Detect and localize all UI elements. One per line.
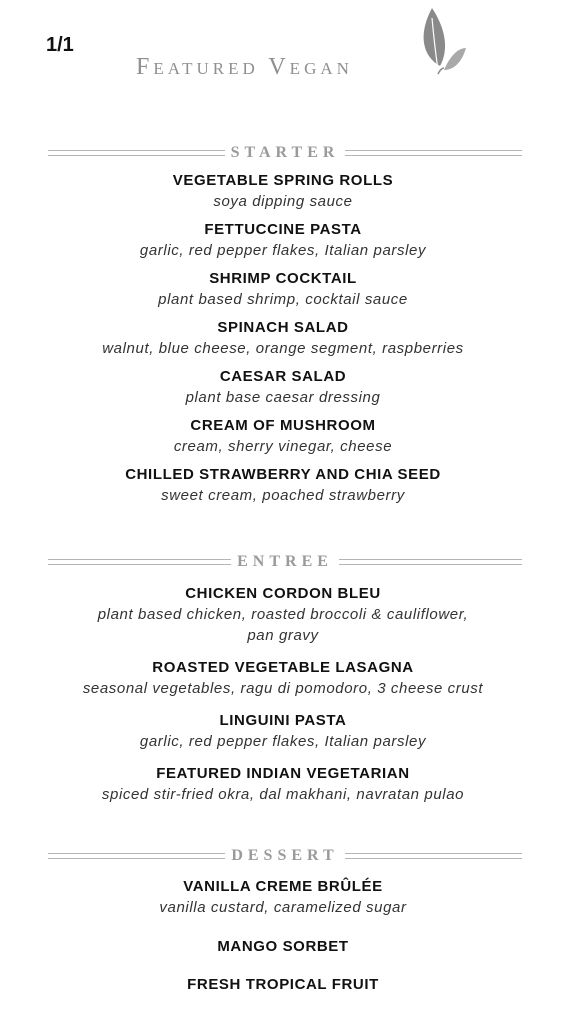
menu-item [0, 416, 566, 457]
item-name: CREAM OF MUSHROOM [190, 417, 376, 434]
item-name: SHRIMP COCKTAIL [209, 270, 357, 287]
section-divider-dessert [48, 847, 522, 865]
item-name: SPINACH SALAD [217, 319, 349, 336]
menu-title: Featured Vegan [136, 54, 353, 80]
item-description: spiced stir-fried okra, dal makhani, navratan pulao [101, 786, 465, 803]
item-name: LINGUINI PASTA [219, 712, 347, 729]
item-name: FEATURED INDIAN VEGETARIAN [156, 765, 410, 782]
menu-item [0, 975, 566, 995]
divider-rule [48, 559, 231, 565]
menu-item [0, 711, 566, 752]
divider-rule [345, 150, 522, 156]
page-indicator: 1/1 [46, 34, 74, 56]
item-description: sweet cream, poached strawberry [161, 487, 405, 504]
item-name: CHICKEN CORDON BLEU [185, 585, 381, 602]
item-description: plant base caesar dressing [185, 389, 381, 406]
item-description: cream, sherry vinegar, cheese [173, 438, 393, 455]
menu-item [0, 269, 566, 310]
item-name: ROASTED VEGETABLE LASAGNA [152, 659, 414, 676]
section-title-entree: ENTREE [237, 553, 333, 570]
section-title-dessert: DESSERT [231, 847, 339, 864]
item-description: plant based chicken, roasted broccoli & cauliflower, pan gravy [97, 606, 469, 644]
menu-item [0, 658, 566, 699]
menu-item [0, 764, 566, 805]
menu-item [0, 171, 566, 212]
item-description: soya dipping sauce [213, 193, 353, 210]
section-title-starter: STARTER [230, 144, 340, 161]
leaf-icon [410, 4, 466, 76]
section-divider-starter [48, 144, 522, 162]
item-description: garlic, red pepper flakes, Italian parsley [139, 733, 427, 750]
item-description: garlic, red pepper flakes, Italian parsley [139, 242, 427, 259]
menu-item [0, 220, 566, 261]
item-name: FETTUCCINE PASTA [204, 221, 362, 238]
item-description: walnut, blue cheese, orange segment, raspberries [102, 340, 464, 357]
divider-rule [339, 559, 522, 565]
item-description: vanilla custard, caramelized sugar [159, 899, 407, 916]
menu-item [0, 367, 566, 408]
menu-item [0, 877, 566, 918]
item-name: VEGETABLE SPRING ROLLS [172, 172, 394, 189]
item-name: CAESAR SALAD [219, 368, 347, 385]
item-name: MANGO SORBET [217, 938, 349, 955]
divider-rule [48, 853, 225, 859]
divider-rule [345, 853, 522, 859]
menu-item [0, 584, 566, 646]
item-name: FRESH TROPICAL FRUIT [187, 976, 379, 993]
divider-rule [48, 150, 225, 156]
menu-item [0, 937, 566, 957]
item-name: VANILLA CREME BRÛLÉE [183, 878, 383, 895]
menu-item [0, 318, 566, 359]
menu-item [0, 465, 566, 506]
item-description: plant based shrimp, cocktail sauce [158, 291, 408, 308]
section-divider-entree [48, 553, 522, 571]
item-name: CHILLED STRAWBERRY AND CHIA SEED [125, 466, 441, 483]
item-description: seasonal vegetables, ragu di pomodoro, 3 cheese crust [82, 680, 484, 697]
